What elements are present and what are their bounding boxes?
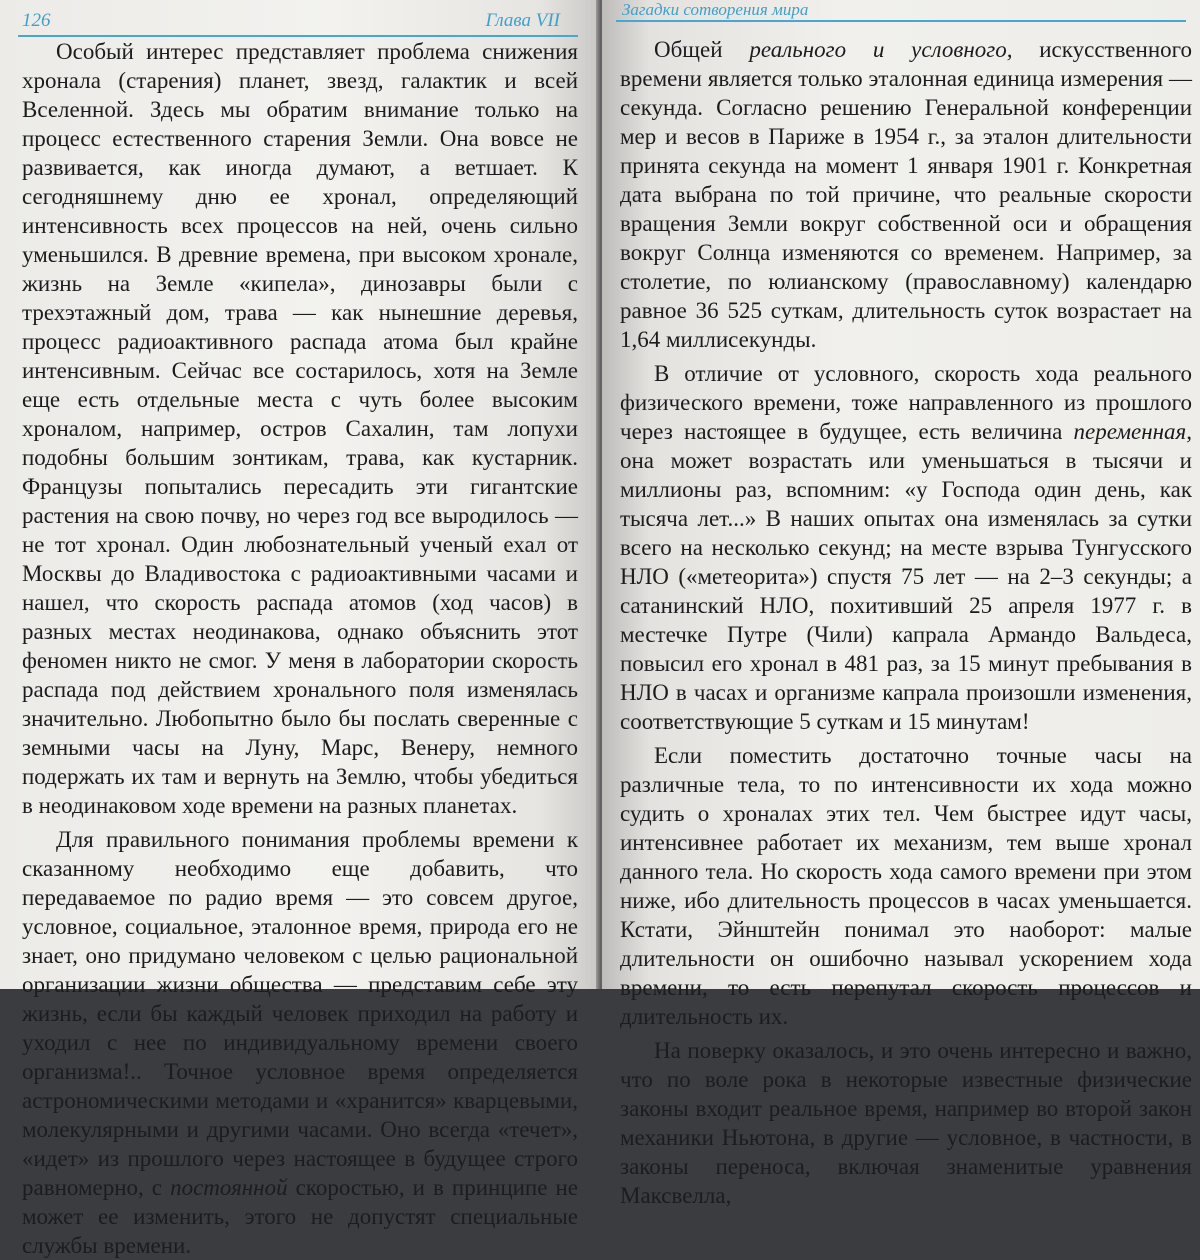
left-body-text: [22, 37, 578, 1260]
text-run: В отличие от условного, скорость хода реального физического времени, тоже направленного из прошлого через настоящее в будущее, есть величина: [620, 361, 1192, 444]
left-page: [0, 0, 600, 1258]
text-run: Для правильного понимания проблемы времени к сказанному необходимо еще добавить, что передаваемое по радио время — это совсем другое, условное, социальное, эталонное время, природа его не знает, оно придумано человеком с целью рациональной организации жизни общества — представим себе эту жизнь, если бы каждый человек приходил на работу и уходил с нее по индивидуальному времени своего организма!.. Точное условное время определяется астрономическими методами и «хранится» кварцевыми, молекулярными и другими часами. Оно всегда «течет», «идет» из прошлого через настоящее в будущее строго равномерно, с: [22, 827, 578, 1200]
text-run: скоростью, и в принципе не может ее изменить, этого не допустят специальные службы времени.: [22, 1175, 579, 1258]
right-body-text: [620, 35, 1192, 1210]
text-run: она может возрастать или уменьшаться в тысячи и миллионы раз, вспомним: «у Господа один день, как тысяча лет...» В наших опытах она изменялась за сутки всего на несколько секунд; на месте взрыва Тунгусского НЛО («метеорита») спустя 75 лет — на 2–3 секунды; а сатанинский НЛО, похитивший 25 апреля 1977 г. в местечке Путре (Чили) капрала Армандо Вальдеса, повысил его хронал в 481 раз, за 15 минут пребывания в НЛО в часах и организме капрала произошли изменения, соответствующие 5 суткам и 15 минутам!: [620, 448, 1192, 734]
paragraph: [620, 35, 1192, 354]
text-run: Общей: [654, 37, 723, 62]
paragraph: Если поместить достаточно точные часы на различные тела, то по интенсивности их хода можно судить о хроналах этих тел. Чем быстрее идут часы, интенсивнее работает их механизм, тем выше хронал данного тела. Но скорость хода самого времени при этом ниже, ибо длительность процессов в часах уменьшается. Кстати, Эйнштейн понимал это наоборот: малые длительности он ошибочно называл ускорением хода времени, то есть перепутал скорость процессов и длительность их.: [620, 743, 1192, 1029]
paragraph: На поверку оказалось, и это очень интересно и важно, что по воле рока в некоторые известные физические законы входит реальное время, например во второй закон механики Ньютона, в другие — условное, в частности, в законы переноса, включая знаменитые уравнения Максвелла,: [620, 1038, 1192, 1208]
running-title: Загадки сотворения мира: [622, 0, 809, 19]
italic-term: переменная,: [1073, 419, 1192, 444]
page-number: 126: [22, 10, 51, 31]
paragraph: Особый интерес представляет проблема снижения хронала (старения) планет, звезд, галактик и всей Вселенной. Здесь мы обратим внимание только на процесс естественного старения Земли. Она вовсе не развивается, как иногда думают, а ветшает. К сегодняшнему дню ее хронал, определяющий интенсивность всех процессов на ней, очень сильно уменьшился. В древние времена, при высоком хронале, жизнь на Земле «кипела», динозавры были с трехэтажный дом, трава — как нынешние деревья, процесс радиоактивного распада атома был крайне интенсивным. Сейчас все состарилось, хотя на Земле еще есть отдельные места с чуть более высоким хроналом, например, остров Сахалин, там лопухи подобны большим зонтикам, трава, как кустарник. Французы попытались пересадить эти гигантские растения на свою почву, но через год все выродилось — не тот хронал. Один любознательный ученый ехал от Москвы до Владивостока с радиоактивными часами и нашел, что скорость распада атомов (ход часов) в разных местах неодинакова, однако объяснить этот феномен никто не смог. У меня в лаборатории скорость распада под действием хронального поля изменялась значительно. Любопытно было бы послать сверенные с земными часы на Луну, Марс, Венеру, немного подержать их там и вернуть на Землю, чтобы убедиться в неодинаковом ходе времени на разных планетах.: [22, 39, 578, 818]
paragraph: [620, 359, 1192, 736]
italic-term: реального и условного,: [749, 37, 1013, 62]
text-run: искусственного времени является только эталонная единица измерения — секунда. Согласно решению Генеральной конференции мер и весов в Париже в 1954 г., за эталон длительности принята секунда на момент 1 января 1901 г. Конкретная дата выбрана по той причине, что реальные скорости вращения Земли вокруг собственной оси и обращения вокруг Солнца изменяются со временем. Например, за столетие, по юлианскому (православному) календарю равное 36 525 суткам, длительность суток возрастает на 1,64 миллисекунды.: [620, 37, 1192, 352]
paragraph: [22, 825, 578, 1260]
right-page: [602, 0, 1200, 1208]
chapter-header: Глава VII: [485, 10, 560, 31]
italic-term: постоянной: [170, 1175, 288, 1200]
header-rule: [616, 20, 1186, 22]
